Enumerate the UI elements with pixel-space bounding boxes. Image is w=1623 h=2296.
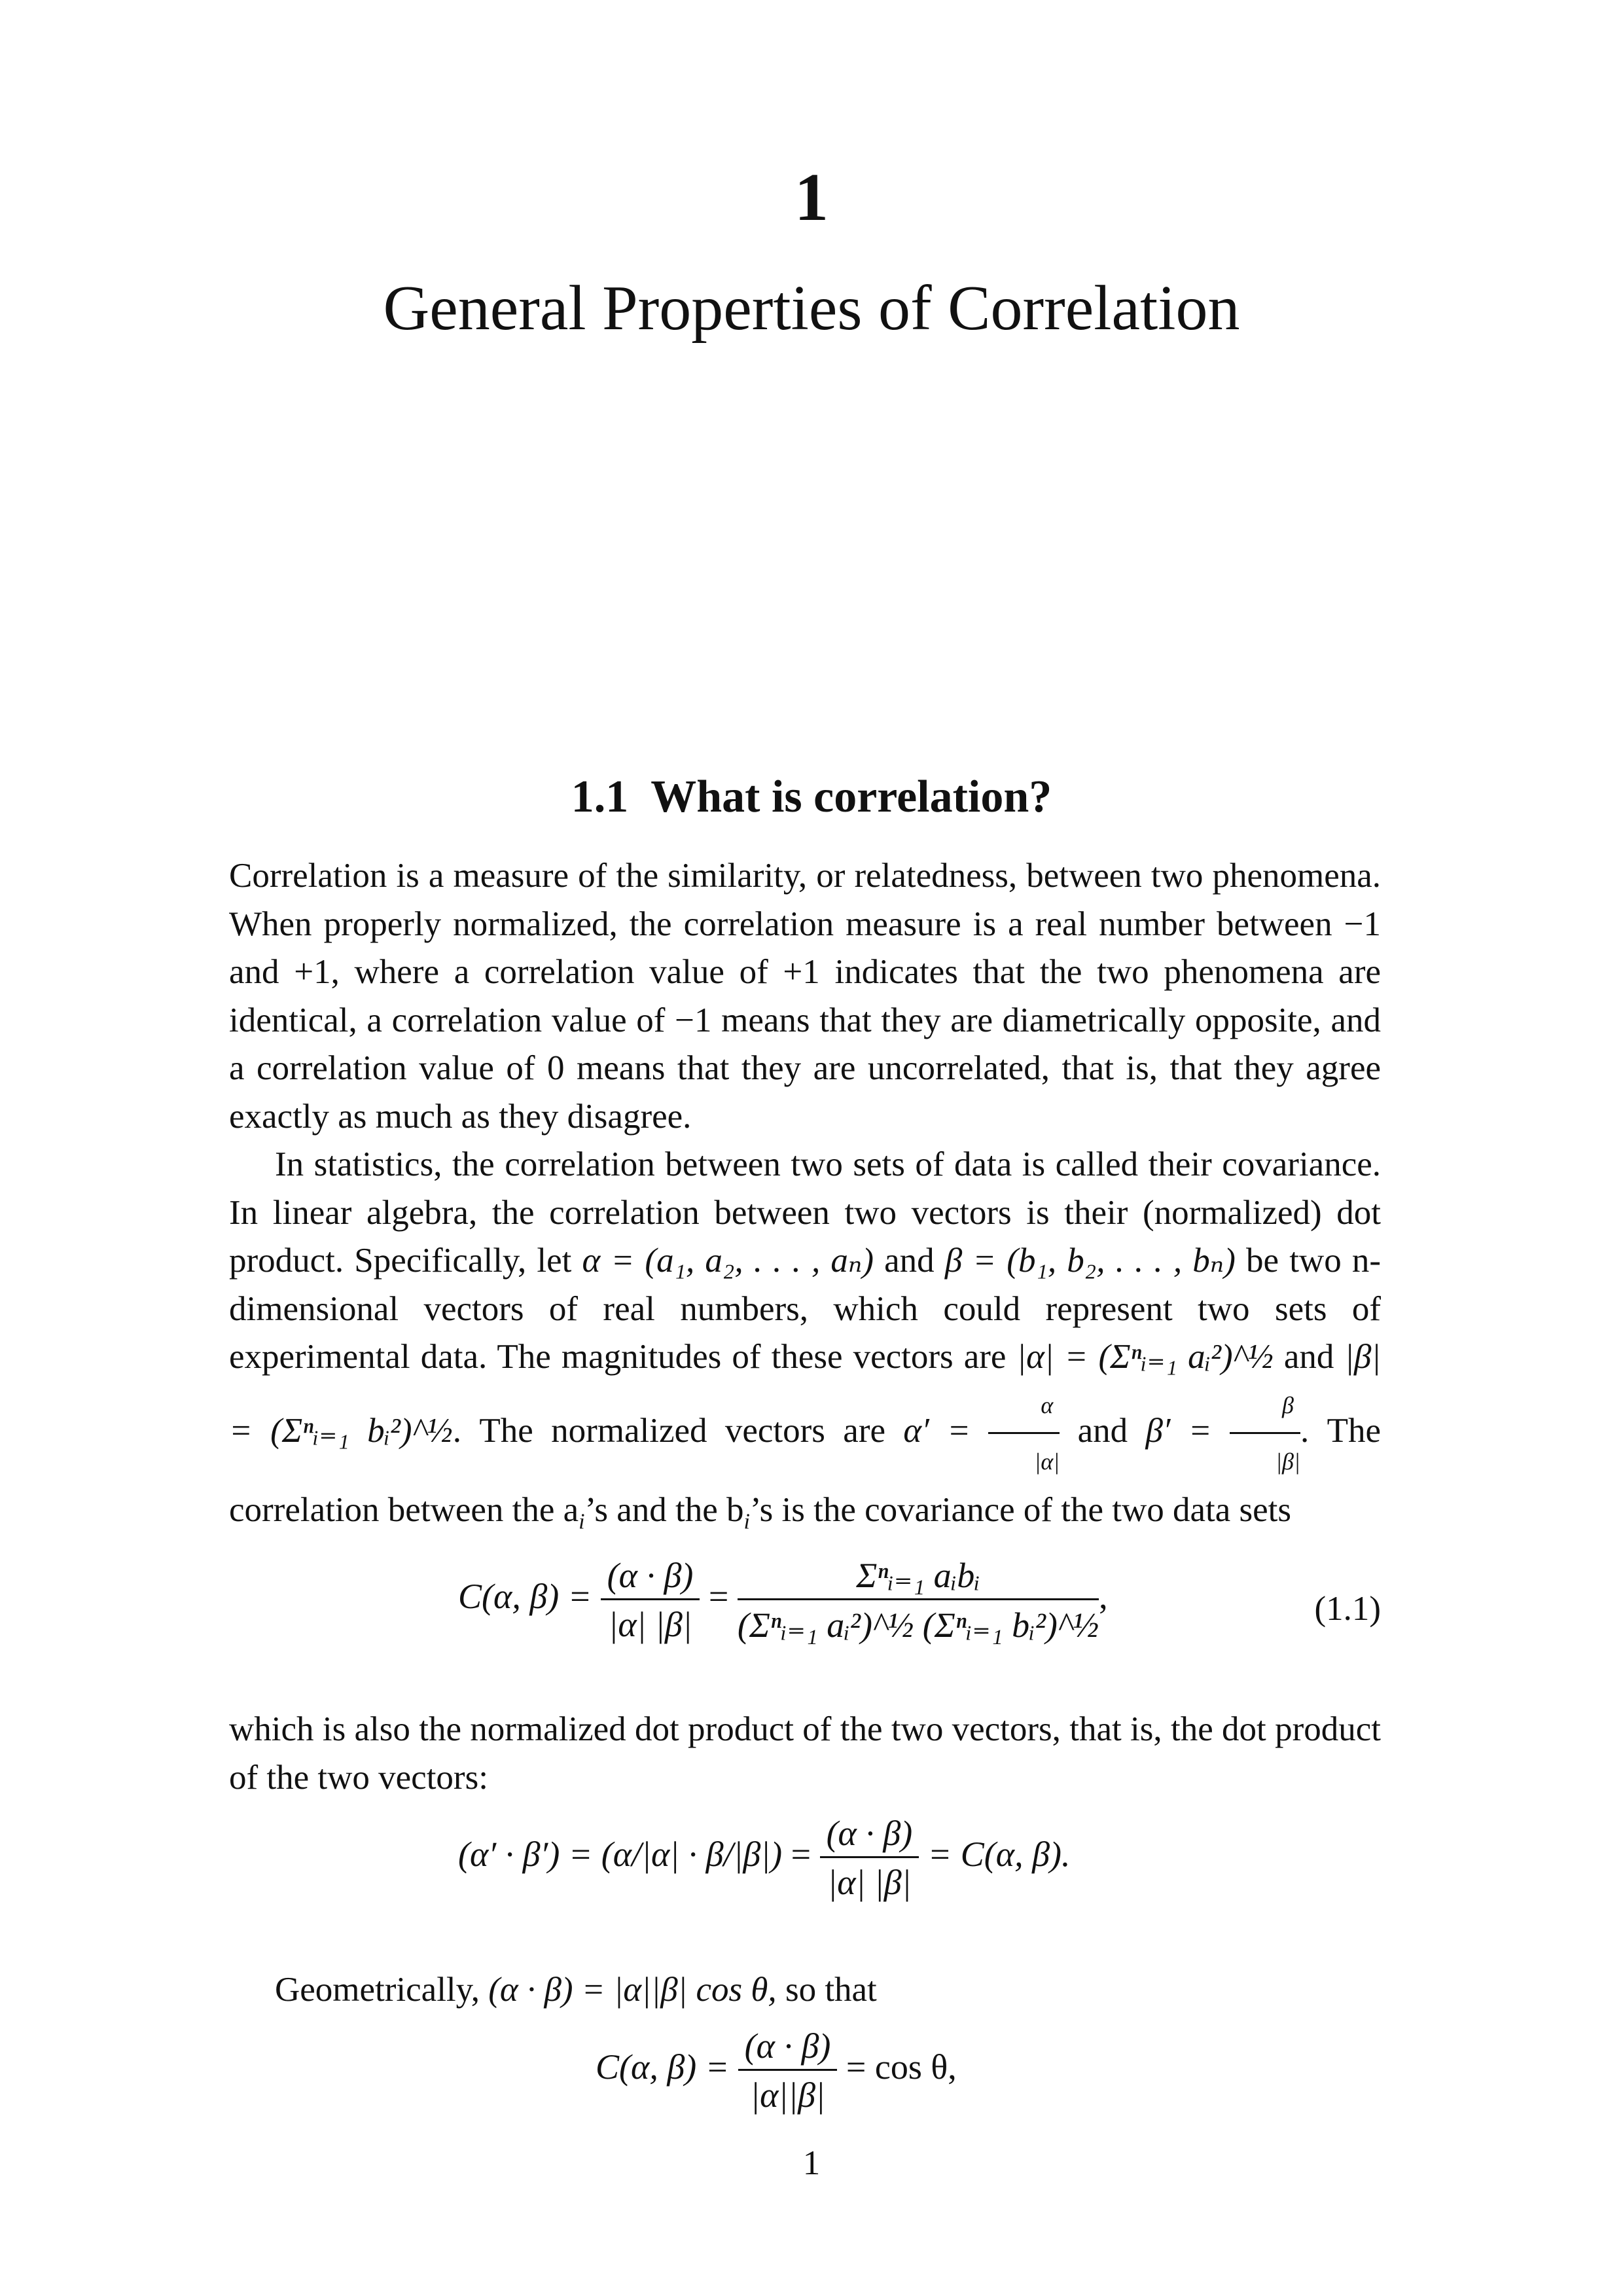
equation-label: (1.1) — [1314, 1590, 1381, 1628]
eq1-fraction-1 — [601, 1555, 700, 1645]
eq2-lhs: (α′ · β′) = — [458, 1834, 593, 1874]
paragraph-1: Correlation is a measure of the similarity, or relatedness, between two phenomena. When properly normalized, the correlation measure is a real number between −1 and +1, where a correlation value of +1 indicates that the two phenomena are identical, a correlation value of −1 means that they are diametrically opposite, and a correlation value of 0 means that they are uncorrelated, that is, that they agree exactly as much as they disagree. — [229, 857, 1381, 1136]
geometric-identity: (α · β) = |α||β| cos θ, — [488, 1971, 777, 2009]
paragraph-statistics — [229, 1141, 1381, 1534]
eq3-denominator: |α||β| — [750, 2075, 825, 2115]
beta-magnitude: |β| = (Σⁿᵢ₌₁ bᵢ²)^½ — [229, 1338, 1381, 1450]
paragraph-4 — [229, 1966, 1381, 2015]
eq1-denominator-1: |α| |β| — [608, 1605, 692, 1644]
chapter-title: General Properties of Correlation — [383, 273, 1240, 344]
alpha-prime-def: α′ = $\frac{\alpha}{|\alpha|}$ — [903, 1412, 1060, 1450]
paragraph-dot-product — [229, 1706, 1381, 1802]
eq2-fraction — [820, 1813, 919, 1903]
eq3-lhs: C(α, β) = — [596, 2047, 730, 2087]
p2-text-c: The normalized vectors are — [479, 1411, 886, 1450]
eq1-numerator-1: (α · β) — [601, 1555, 700, 1600]
p2-text-b: be two n-dimensional vectors of real numbers, which could represent two sets of experimental data. The magnitudes of these vectors are — [229, 1242, 1381, 1376]
eq3-rhs: = cos θ, — [846, 2047, 957, 2087]
paragraph-3: which is also the normalized dot product of the two vectors, that is, the dot product of the two vectors: — [229, 1710, 1381, 1797]
eq2-numerator: (α · β) — [820, 1813, 919, 1858]
equation-cosine — [596, 2026, 957, 2115]
beta-prime-def: β′ = $\frac{\beta}{|\beta|}$ — [1146, 1412, 1300, 1450]
eq3-numerator: (α · β) — [738, 2026, 838, 2071]
p4-text-b: so that — [785, 1971, 877, 2009]
p4-text-a: Geometrically, — [275, 1971, 480, 2009]
p2-text-d: The correlation between the a — [229, 1411, 1382, 1529]
beta-definition: β = (b₁, b₂, . . . , bₙ) — [944, 1242, 1236, 1280]
page-number: 1 — [802, 2144, 821, 2182]
eq1-fraction-2 — [738, 1554, 1099, 1645]
eq2-middle: (α/|α| · β/|β|) — [601, 1834, 783, 1874]
section-heading — [0, 771, 1623, 823]
p2-text-f: ’s is the covariance of the two data sets — [749, 1490, 1292, 1529]
eq3-fraction — [738, 2026, 838, 2115]
paragraph-definition — [229, 852, 1381, 1141]
paragraph-geometric — [229, 1966, 1381, 2015]
alpha-definition: α = (a₁, a₂, . . . , aₙ) — [582, 1242, 874, 1280]
equation-1-1: C(α, β) = $\frac{(\alpha \cdot \beta)}{|\alpha| |\beta|}$ = $\frac{\text{Σⁿᵢ₌₁ aᵢbᵢ}}{\text{(Σⁿᵢ₌₁ aᵢ²)\textasciicircum{}½ (Σⁿᵢ₌₁ bᵢ²)\textasciicircum{}½}}$ , — [458, 1556, 1108, 1645]
section-title: What is correlation? — [651, 772, 1052, 822]
paragraph-2: In statistics, the correlation between two sets of data is called their covariance. In linear algebra, the correlation between two vectors is their (normalized) dot product. Specifically, let α = (a₁, a₂, . . . , aₙ) and β = (b₁, b₂, . . . , bₙ) be two n-dimensional vectors of real numbers, which could represent two sets of experimental data. The magnitudes of these vectors are |α| = (Σⁿᵢ₌₁ aᵢ²)^½ and |β| = (Σⁿᵢ₌₁ bᵢ²)^½. The normalized vectors are α′ = $\frac{\alpha}{|\alpha|}$ and β′ = $\frac{\beta}{|\beta|}$ . The correlation between the $a_i’s$ and the $b_i’s$ is the covariance of the two data sets — [229, 1145, 1382, 1534]
p2-text-e: ’s and the b — [584, 1490, 744, 1529]
chapter-number: 1 — [794, 160, 829, 235]
eq1-denominator-2: (Σⁿᵢ₌₁ aᵢ²)^½ (Σⁿᵢ₌₁ bᵢ²)^½ — [737, 1605, 1099, 1645]
p2-text-a: In statistics, the correlation between two sets of data is called their covariance. In linear algebra, the correlation between two vectors is their (normalized) dot product. Specifically, let — [229, 1145, 1381, 1280]
eq1-numerator-2: Σⁿᵢ₌₁ aᵢbᵢ — [738, 1554, 1099, 1600]
section-number: 1.1 — [571, 772, 629, 822]
alpha-magnitude: |α| = (Σⁿᵢ₌₁ aᵢ²)^½ — [1016, 1338, 1274, 1376]
eq1-lhs: C(α, β) = — [458, 1576, 592, 1616]
eq2-rhs: = C(α, β). — [927, 1834, 1071, 1874]
equation-normalized: (α′ · β′) = (α/|α| · β/|β|) = $\frac{(\alpha \cdot \beta)}{|\alpha| |\beta|}$ = C(α, β). — [458, 1814, 1071, 1902]
eq2-denominator: |α| |β| — [827, 1863, 912, 1902]
